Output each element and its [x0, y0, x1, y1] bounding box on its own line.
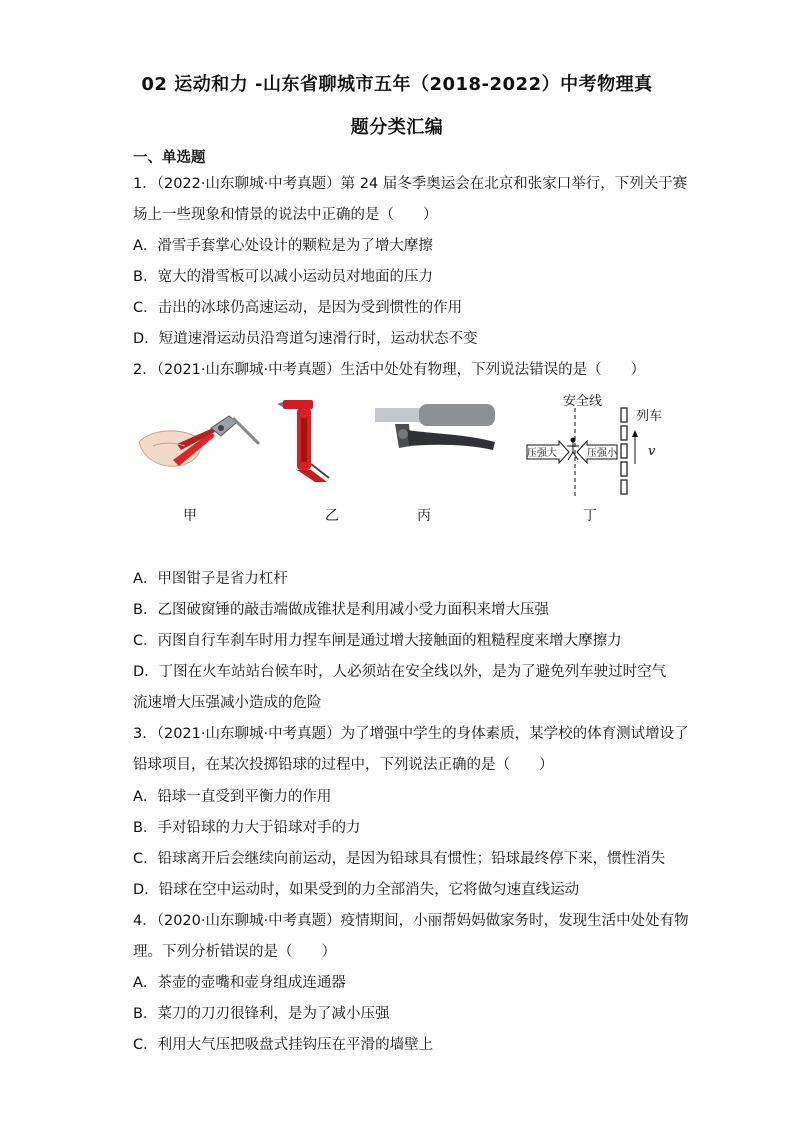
q2-option-d-line2: 流速增大压强减小造成的危险 [133, 695, 322, 711]
q1-stem-line2: 场上一些现象和情景的说法中正确的是（ ） [133, 207, 438, 223]
q2-option-a: A．甲图钳子是省力杠杆 [133, 571, 288, 587]
q1-stem-line1: 1．（2022·山东聊城·中考真题）第 24 届冬季奥运会在北京和张家口举行，下列关于赛 [133, 176, 688, 192]
q1-option-c: C．击出的冰球仍高速运动，是因为受到惯性的作用 [133, 300, 463, 316]
q2-option-d-line1: D．丁图在火车站站台候车时，人必须站在安全线以外，是为了避免列车驶过时空气 [133, 664, 667, 680]
doc-title-line2: 题分类汇编 [350, 117, 444, 138]
q4-option-c: C．利用大气压把吸盘式挂钩压在平滑的墙壁上 [133, 1037, 434, 1053]
pliers-figure [133, 398, 263, 478]
q4-option-b: B．菜刀的刀刃很锋利，是为了减小压强 [133, 1006, 390, 1022]
q3-stem-line2: 铅球项目，在某次投掷铅球的过程中，下列说法正确的是（ ） [133, 757, 554, 773]
label-low-pressure: 压强小 [587, 448, 617, 459]
q2-stem-line1: 2．（2021·山东聊城·中考真题）生活中处处有物理，下列说法错误的是（ ） [133, 362, 646, 378]
q3-option-b: B．手对铅球的力大于铅球对手的力 [133, 820, 361, 836]
label-safety-line: 安全线 [563, 394, 603, 409]
q4-stem-line2: 理。下列分析错误的是（ ） [133, 944, 336, 960]
q2-figures [133, 390, 673, 530]
q3-stem-line1: 3．（2021·山东聊城·中考真题）为了增强中学生的身体素质，某学校的体育测试增设了 [133, 726, 689, 742]
caption-jia: 甲 [183, 508, 197, 524]
safety-hammer-figure [275, 394, 355, 484]
q4-stem-line1: 4．（2020·山东聊城·中考真题）疫情期间，小丽帮妈妈做家务时，发现生活中处处有物 [133, 913, 689, 929]
label-high-pressure: 压强大 [527, 448, 557, 459]
q3-option-d: D．铅球在空中运动时，如果受到的力全部消失，它将做匀速直线运动 [133, 882, 580, 898]
q3-option-c: C．铅球离开后会继续向前运动，是因为铅球具有惯性；铅球最终停下来，惯性消失 [133, 851, 666, 867]
caption-bing: 丙 [417, 508, 431, 524]
q1-option-a: A．滑雪手套掌心处设计的颗粒是为了增大摩擦 [133, 238, 433, 254]
label-velocity: v [648, 444, 656, 459]
bike-brake-figure [375, 400, 501, 470]
doc-title-line1: 02 运动和力 -山东省聊城市五年（2018-2022）中考物理真 [141, 74, 653, 95]
q3-option-a: A．铅球一直受到平衡力的作用 [133, 789, 332, 805]
q1-option-d: D．短道速滑运动员沿弯道匀速滑行时，运动状态不变 [133, 331, 478, 347]
caption-yi: 乙 [325, 508, 339, 524]
section-heading: 一、单选题 [133, 150, 206, 166]
q4-option-a: A．茶壶的壶嘴和壶身组成连通器 [133, 975, 346, 991]
label-train: 列车 [636, 409, 663, 424]
q2-option-b: B．乙图破窗锤的敲击端做成锥状是利用减小受力面积来增大压强 [133, 602, 549, 618]
caption-ding: 丁 [583, 508, 597, 524]
q1-option-b: B．宽大的滑雪板可以减小运动员对地面的压力 [133, 269, 433, 285]
q2-option-c: C．丙图自行车刹车时用力捏车闸是通过增大接触面的粗糙程度来增大摩擦力 [133, 633, 622, 649]
